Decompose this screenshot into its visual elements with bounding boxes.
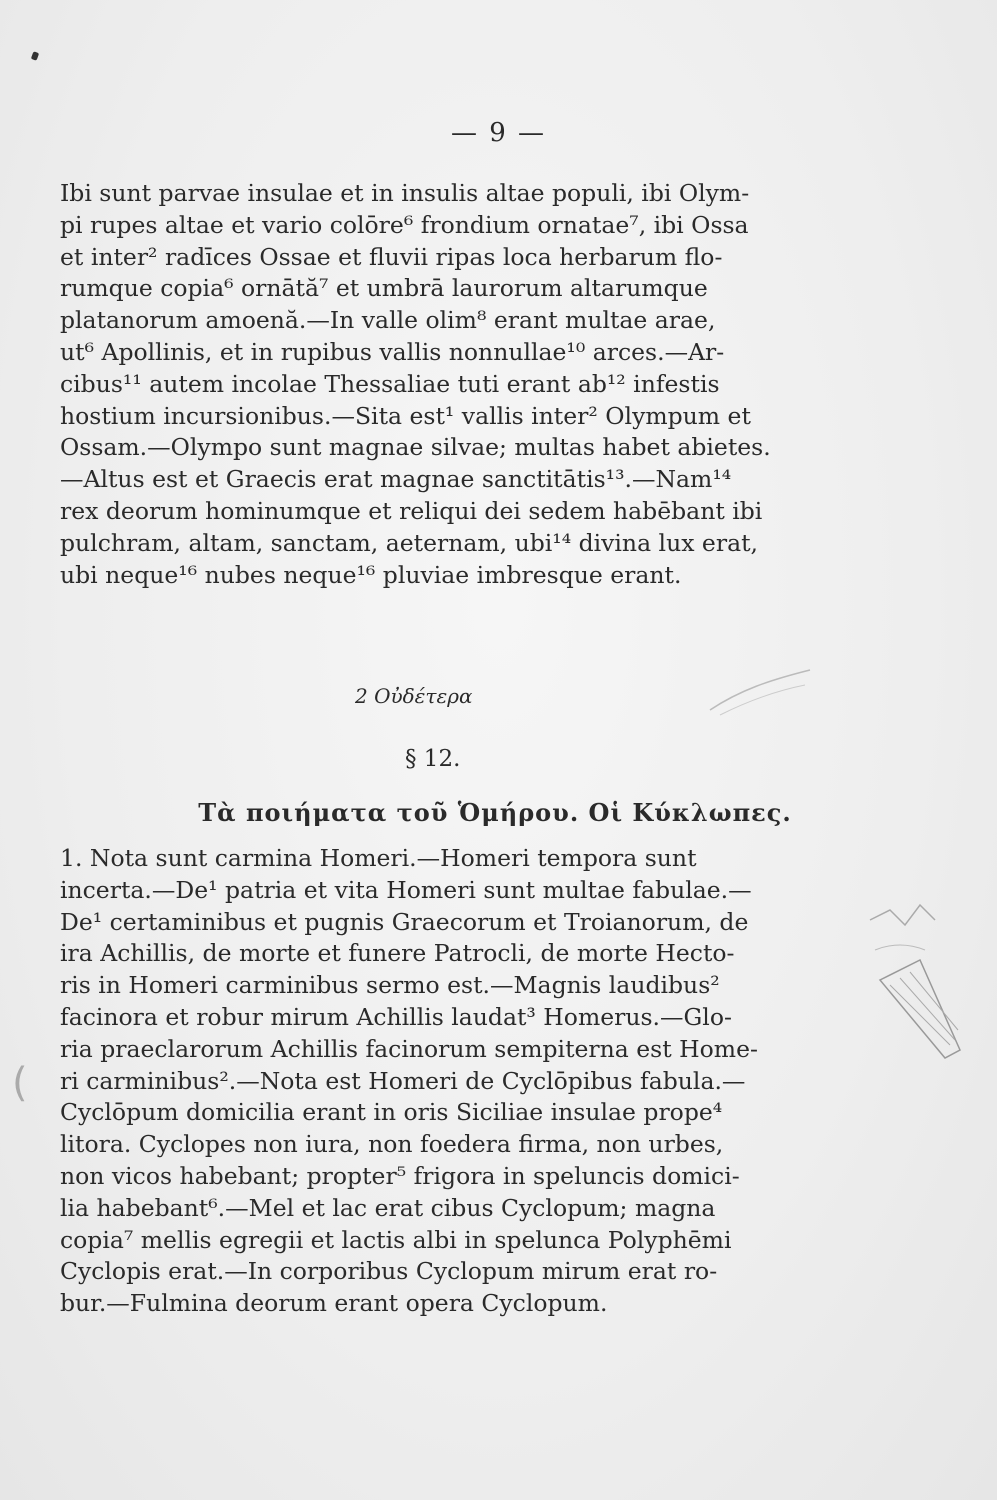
- paragraph-olympus: [60, 178, 942, 591]
- text-line: et inter² radīces Ossae et fluvii ripas loca herbarum flo-: [60, 242, 723, 271]
- text-line: ubi neque¹⁶ nubes neque¹⁶ pluviae imbresque erant.: [60, 560, 682, 589]
- text-line: De¹ certaminibus et pugnis Graecorum et Troianorum, de: [60, 907, 749, 936]
- text-line: facinora et robur mirum Achillis laudat³ Homerus.—Glo-: [60, 1002, 732, 1031]
- margin-sketch-doodle: [860, 880, 980, 1080]
- text-line: Cyclopis erat.—In corporibus Cyclopum mirum erat ro-: [60, 1257, 718, 1286]
- text-line: ri carminibus².—Nota est Homeri de Cyclōpibus fabula.—: [60, 1066, 746, 1095]
- text-line: Ossam.—Olympo sunt magnae silvae; multas habet abietes.: [60, 433, 771, 462]
- text-line: Cyclōpum domicilia erant in oris Siciliae insulae prope⁴: [60, 1098, 723, 1127]
- text-line: copia⁷ mellis egregii et lactis albi in spelunca Polyphēmi: [60, 1225, 732, 1254]
- pencil-stroke: [700, 660, 820, 720]
- text-line: ira Achillis, de morte et funere Patrocli, de morte Hecto-: [60, 939, 735, 968]
- text-line: ria praeclarorum Achillis facinorum sempiterna est Home-: [60, 1034, 758, 1063]
- paragraph-homer: [60, 843, 942, 1320]
- page-number: — 9 —: [450, 118, 547, 148]
- text-line: hostium incursionibus.—Sita est¹ vallis inter² Olympum et: [60, 401, 751, 430]
- text-line: non vicos habebant; propter⁵ frigora in speluncis domici-: [60, 1161, 740, 1190]
- text-line: Ibi sunt parvae insulae et in insulis altae populi, ibi Olym-: [60, 179, 750, 207]
- text-line: —Altus est et Graecis erat magnae sanctitātis¹³.—Nam¹⁴: [60, 465, 732, 494]
- handwritten-note: 2 Οὐδέτερα: [355, 684, 473, 708]
- section-number: § 12.: [405, 746, 461, 772]
- text-line: pulchram, altam, sanctam, aeternam, ubi¹⁴ divina lux erat,: [60, 528, 758, 557]
- text-line: lia habebant⁶.—Mel et lac erat cibus Cyclopum; magna: [60, 1193, 716, 1222]
- margin-bracket-icon: (: [12, 1060, 28, 1106]
- section-title: Τὰ ποιήματα τοῦ Ὁμήρου. Οἱ Κύκλωπες.: [198, 798, 792, 827]
- text-line: platanorum amoenă.—In valle olim⁸ erant multae arae,: [60, 306, 716, 335]
- text-line: incerta.—De¹ patria et vita Homeri sunt multae fabulae.—: [60, 875, 752, 904]
- text-line: ris in Homeri carminibus sermo est.—Magnis laudibus²: [60, 971, 720, 1000]
- text-line: rex deorum hominumque et reliqui dei sedem habēbant ibi: [60, 496, 763, 525]
- text-line: rumque copia⁶ ornātă⁷ et umbrā laurorum altarumque: [60, 274, 708, 303]
- text-line: cibus¹¹ autem incolae Thessaliae tuti erant ab¹² infestis: [60, 369, 720, 398]
- text-line: bur.—Fulmina deorum erant opera Cyclopum.: [60, 1289, 608, 1318]
- ink-speck: [31, 51, 39, 61]
- text-line: 1. Nota sunt carmina Homeri.—Homeri tempora sunt: [60, 844, 697, 872]
- text-line: litora. Cyclopes non iura, non foedera firma, non urbes,: [60, 1130, 724, 1159]
- text-line: pi rupes altae et vario colōre⁶ frondium ornatae⁷, ibi Ossa: [60, 210, 749, 239]
- text-line: ut⁶ Apollinis, et in rupibus vallis nonnullae¹⁰ arces.—Ar-: [60, 337, 725, 366]
